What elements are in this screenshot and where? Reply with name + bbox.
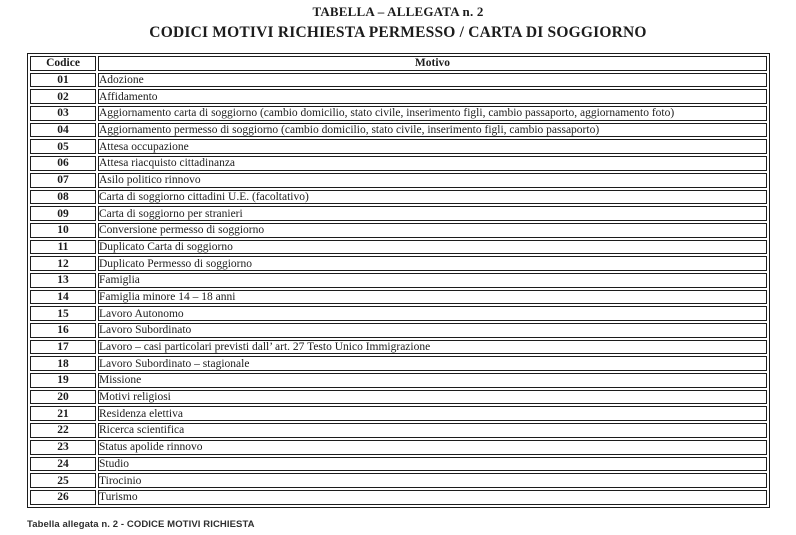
- motivo-cell: Ricerca scientifica: [98, 423, 767, 438]
- motivo-cell: Tirocinio: [98, 473, 767, 488]
- document-header: [0, 0, 796, 42]
- motivo-cell: Status apolide rinnovo: [98, 440, 767, 455]
- motivo-cell: Asilo politico rinnovo: [98, 173, 767, 188]
- motivo-cell: Carta di soggiorno per stranieri: [98, 206, 767, 221]
- motivo-cell: Affidamento: [98, 89, 767, 104]
- code-cell: 08: [30, 190, 96, 205]
- code-cell: 05: [30, 139, 96, 154]
- table-row: [30, 139, 767, 154]
- table-row: [30, 490, 767, 505]
- table-row: [30, 440, 767, 455]
- code-cell: 14: [30, 290, 96, 305]
- code-cell: 23: [30, 440, 96, 455]
- table-row: [30, 290, 767, 305]
- code-cell: 04: [30, 123, 96, 138]
- code-cell: 13: [30, 273, 96, 288]
- motivo-cell: Famiglia minore 14 – 18 anni: [98, 290, 767, 305]
- motivo-cell: Lavoro – casi particolari previsti dall’ art. 27 Testo Unico Immigrazione: [98, 340, 767, 355]
- motivo-cell: Residenza elettiva: [98, 406, 767, 421]
- code-cell: 22: [30, 423, 96, 438]
- table-row: [30, 89, 767, 104]
- table-row: [30, 106, 767, 121]
- motivo-cell: Lavoro Autonomo: [98, 306, 767, 321]
- table-row: [30, 340, 767, 355]
- column-header-codice: Codice: [30, 56, 96, 71]
- table-row: [30, 223, 767, 238]
- motivi-table-head: [30, 56, 767, 71]
- code-cell: 16: [30, 323, 96, 338]
- code-cell: 11: [30, 240, 96, 255]
- codes-table-container: [27, 53, 770, 508]
- code-cell: 15: [30, 306, 96, 321]
- motivo-cell: Motivi religiosi: [98, 390, 767, 405]
- page-title: TABELLA – ALLEGATA n. 2: [312, 4, 484, 19]
- table-row: [30, 306, 767, 321]
- code-cell: 06: [30, 156, 96, 171]
- table-row: [30, 73, 767, 88]
- table-row: [30, 356, 767, 371]
- code-cell: 24: [30, 457, 96, 472]
- page-subtitle: CODICI MOTIVI RICHIESTA PERMESSO / CARTA DI SOGGIORNO: [149, 24, 647, 41]
- code-cell: 03: [30, 106, 96, 121]
- motivo-cell: Turismo: [98, 490, 767, 505]
- motivo-cell: Missione: [98, 373, 767, 388]
- motivo-cell: Attesa riacquisto cittadinanza: [98, 156, 767, 171]
- code-cell: 19: [30, 373, 96, 388]
- code-cell: 02: [30, 89, 96, 104]
- table-row: [30, 273, 767, 288]
- code-cell: 25: [30, 473, 96, 488]
- code-cell: 01: [30, 73, 96, 88]
- table-row: [30, 156, 767, 171]
- motivo-cell: Aggiornamento permesso di soggiorno (cambio domicilio, stato civile, inserimento figli, cambio passaporto): [98, 123, 767, 138]
- code-cell: 09: [30, 206, 96, 221]
- code-cell: 12: [30, 256, 96, 271]
- motivo-cell: Lavoro Subordinato – stagionale: [98, 356, 767, 371]
- column-header-motivo: Motivo: [98, 56, 767, 71]
- header-row: [30, 56, 767, 71]
- table-row: [30, 406, 767, 421]
- code-cell: 20: [30, 390, 96, 405]
- motivi-table: [28, 54, 769, 507]
- table-row: [30, 256, 767, 271]
- table-row: [30, 206, 767, 221]
- motivo-cell: Lavoro Subordinato: [98, 323, 767, 338]
- code-cell: 10: [30, 223, 96, 238]
- table-row: [30, 123, 767, 138]
- table-row: [30, 373, 767, 388]
- motivi-table-body: [30, 73, 767, 505]
- motivo-cell: Carta di soggiorno cittadini U.E. (facoltativo): [98, 190, 767, 205]
- motivo-cell: Duplicato Carta di soggiorno: [98, 240, 767, 255]
- motivo-cell: Conversione permesso di soggiorno: [98, 223, 767, 238]
- code-cell: 17: [30, 340, 96, 355]
- table-row: [30, 390, 767, 405]
- motivo-cell: Famiglia: [98, 273, 767, 288]
- table-row: [30, 173, 767, 188]
- motivo-cell: Studio: [98, 457, 767, 472]
- table-row: [30, 240, 767, 255]
- motivo-cell: Adozione: [98, 73, 767, 88]
- motivo-cell: Duplicato Permesso di soggiorno: [98, 256, 767, 271]
- table-row: [30, 190, 767, 205]
- motivo-cell: Aggiornamento carta di soggiorno (cambio domicilio, stato civile, inserimento figli, cambio passaporto, aggiornamento foto): [98, 106, 767, 121]
- code-cell: 21: [30, 406, 96, 421]
- motivo-cell: Attesa occupazione: [98, 139, 767, 154]
- footer-caption: Tabella allegata n. 2 - CODICE MOTIVI RICHIESTA: [27, 519, 255, 530]
- code-cell: 18: [30, 356, 96, 371]
- table-row: [30, 423, 767, 438]
- code-cell: 26: [30, 490, 96, 505]
- table-row: [30, 457, 767, 472]
- code-cell: 07: [30, 173, 96, 188]
- table-row: [30, 323, 767, 338]
- table-row: [30, 473, 767, 488]
